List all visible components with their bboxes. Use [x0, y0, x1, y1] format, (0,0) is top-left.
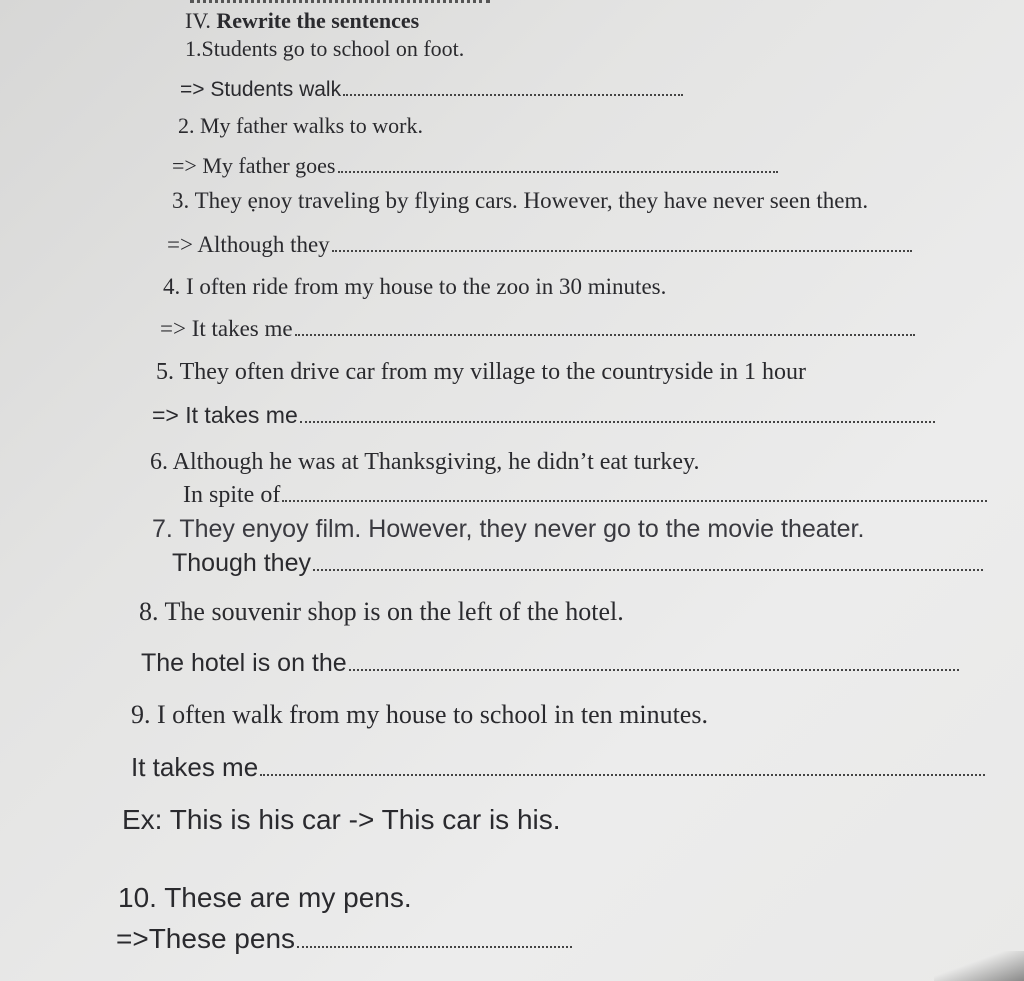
question-9: 9. I often walk from my house to school in ten minutes.	[131, 700, 708, 729]
question-1: 1.Students go to school on foot.	[185, 36, 465, 61]
answer-prompt-5: => It takes me	[152, 402, 298, 428]
answer-line-7	[172, 551, 983, 576]
answer-blank-9[interactable]	[260, 773, 985, 776]
answer-line-4	[160, 317, 915, 340]
answer-line-5	[152, 404, 935, 427]
section-heading	[185, 10, 419, 32]
answer-blank-3[interactable]	[332, 249, 912, 252]
question-5: 5. They often drive car from my village to the countryside in 1 hour	[156, 359, 807, 385]
answer-blank-5[interactable]	[300, 420, 935, 423]
answer-blank-1[interactable]	[343, 93, 683, 96]
answer-blank-7[interactable]	[313, 568, 983, 571]
example-sentence: Ex: This is his car -> This car is his.	[122, 804, 561, 835]
question-3: 3. They ẹnoy traveling by flying cars. However, they have never seen them.	[172, 188, 869, 213]
top-dotted-rule	[190, 0, 490, 3]
answer-line-1	[180, 79, 683, 100]
answer-line-9	[131, 754, 985, 780]
answer-prompt-8: The hotel is on the	[141, 649, 347, 677]
section-title: Rewrite the sentences	[216, 8, 420, 33]
answer-prompt-10: =>These pens	[116, 923, 296, 954]
answer-line-2	[172, 155, 778, 177]
question-8: 8. The souvenir shop is on the left of the hotel.	[139, 597, 624, 626]
question-4: 4. I often ride from my house to the zoo in 30 minutes.	[163, 274, 667, 299]
question-2: 2. My father walks to work.	[178, 113, 424, 138]
answer-prompt-9: It takes me	[131, 752, 259, 782]
answer-line-3	[167, 233, 912, 256]
page-corner-shadow	[934, 951, 1024, 981]
answer-blank-10[interactable]	[297, 945, 572, 948]
answer-line-10	[116, 925, 572, 953]
question-7: 7. They enyoy film. However, they never go to the movie theater.	[152, 515, 865, 543]
answer-blank-6[interactable]	[282, 499, 987, 502]
answer-blank-4[interactable]	[295, 333, 915, 336]
answer-prompt-4: => It takes me	[160, 316, 293, 341]
answer-line-6	[183, 483, 987, 507]
answer-blank-8[interactable]	[349, 668, 959, 671]
answer-blank-2[interactable]	[338, 170, 778, 173]
answer-prompt-6: In spite of	[183, 482, 281, 508]
section-number: IV.	[185, 8, 211, 33]
answer-prompt-2: => My father goes	[172, 153, 336, 178]
answer-line-8	[141, 651, 959, 676]
answer-prompt-1: => Students walk	[180, 78, 342, 101]
answer-prompt-3: => Although they	[167, 232, 330, 257]
answer-prompt-7: Though they	[172, 549, 311, 577]
question-10: 10. These are my pens.	[118, 882, 412, 913]
question-6: 6. Although he was at Thanksgiving, he didn’t eat turkey.	[150, 449, 700, 475]
